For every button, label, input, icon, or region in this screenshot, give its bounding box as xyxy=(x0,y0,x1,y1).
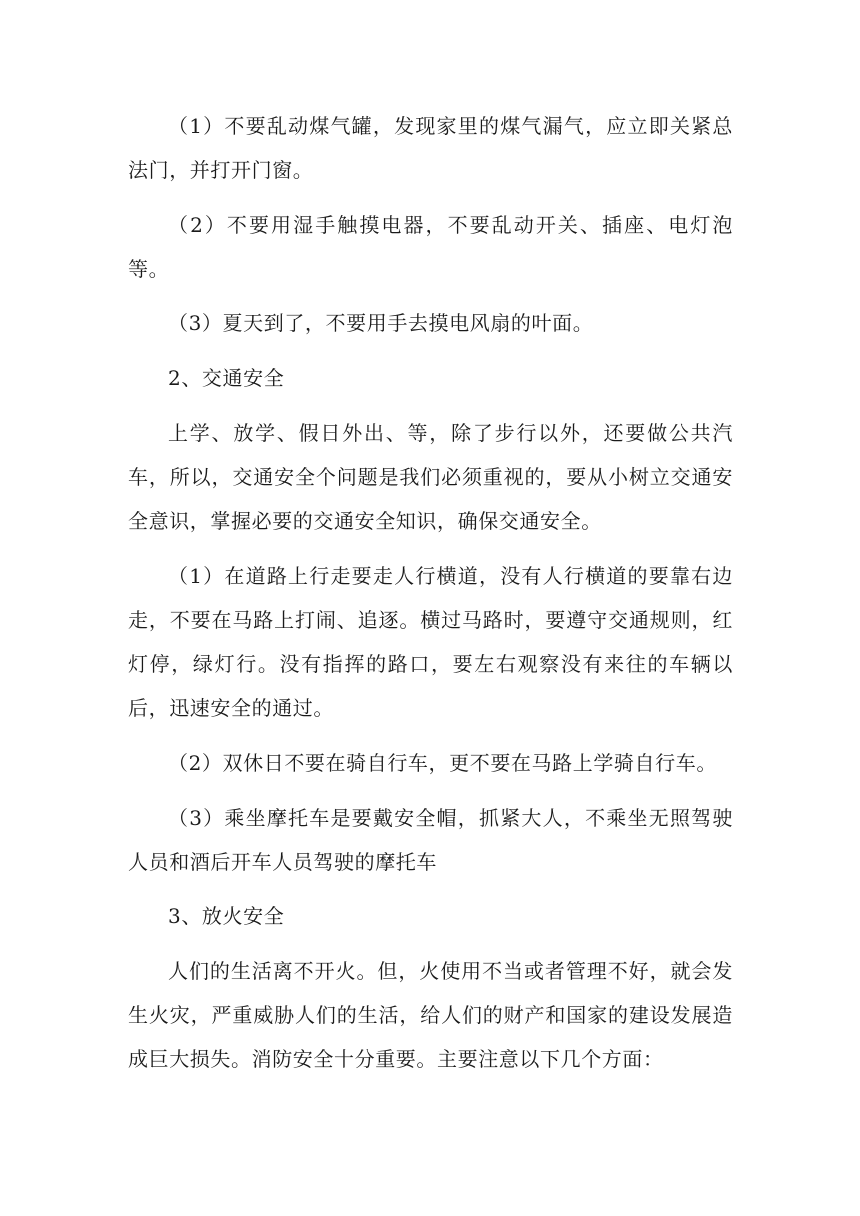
paragraph-electric-safety: （2）不要用湿手触摸电器，不要乱动开关、插座、电灯泡等。 xyxy=(128,213,733,281)
section-heading-fire: 3、放火安全 xyxy=(168,904,285,928)
paragraph-motorcycle-rules: （3）乘坐摩托车是要戴安全帽，抓紧大人，不乘坐无照驾驶人员和酒后开车人员驾驶的摩托车 xyxy=(128,806,733,874)
section-heading-traffic: 2、交通安全 xyxy=(168,366,285,390)
paragraph-fire-intro: 人们的生活离不开火。但，火使用不当或者管理不好，就会发生火灾，严重威胁人们的生活，给人们的财产和国家的建设发展造成巨大损失。消防安全十分重要。主要注意以下几个方面： xyxy=(128,959,733,1071)
paragraph-gas-safety: （1）不要乱动煤气罐，发现家里的煤气漏气，应立即关紧总法门，并打开门窗。 xyxy=(128,114,733,182)
paragraph-bicycle-rules: （2）双休日不要在骑自行车，更不要在马路上学骑自行车。 xyxy=(168,751,717,775)
paragraph-traffic-intro: 上学、放学、假日外出、等，除了步行以外，还要做公共汽车，所以，交通安全个问题是我们必须重视的，要从小树立交通安全意识，掌握必要的交通安全知识，确保交通安全。 xyxy=(128,421,733,533)
paragraph-walking-rules: （1）在道路上行走要走人行横道，没有人行横道的要靠右边走，不要在马路上打闹、追逐。横过马路时，要遵守交通规则，红灯停，绿灯行。没有指挥的路口，要左右观察没有来往的车辆以后，迅速安全的通过。 xyxy=(128,564,733,720)
document-page xyxy=(128,104,733,1081)
paragraph-fan-safety: （3）夏天到了，不要用手去摸电风扇的叶面。 xyxy=(168,311,594,335)
